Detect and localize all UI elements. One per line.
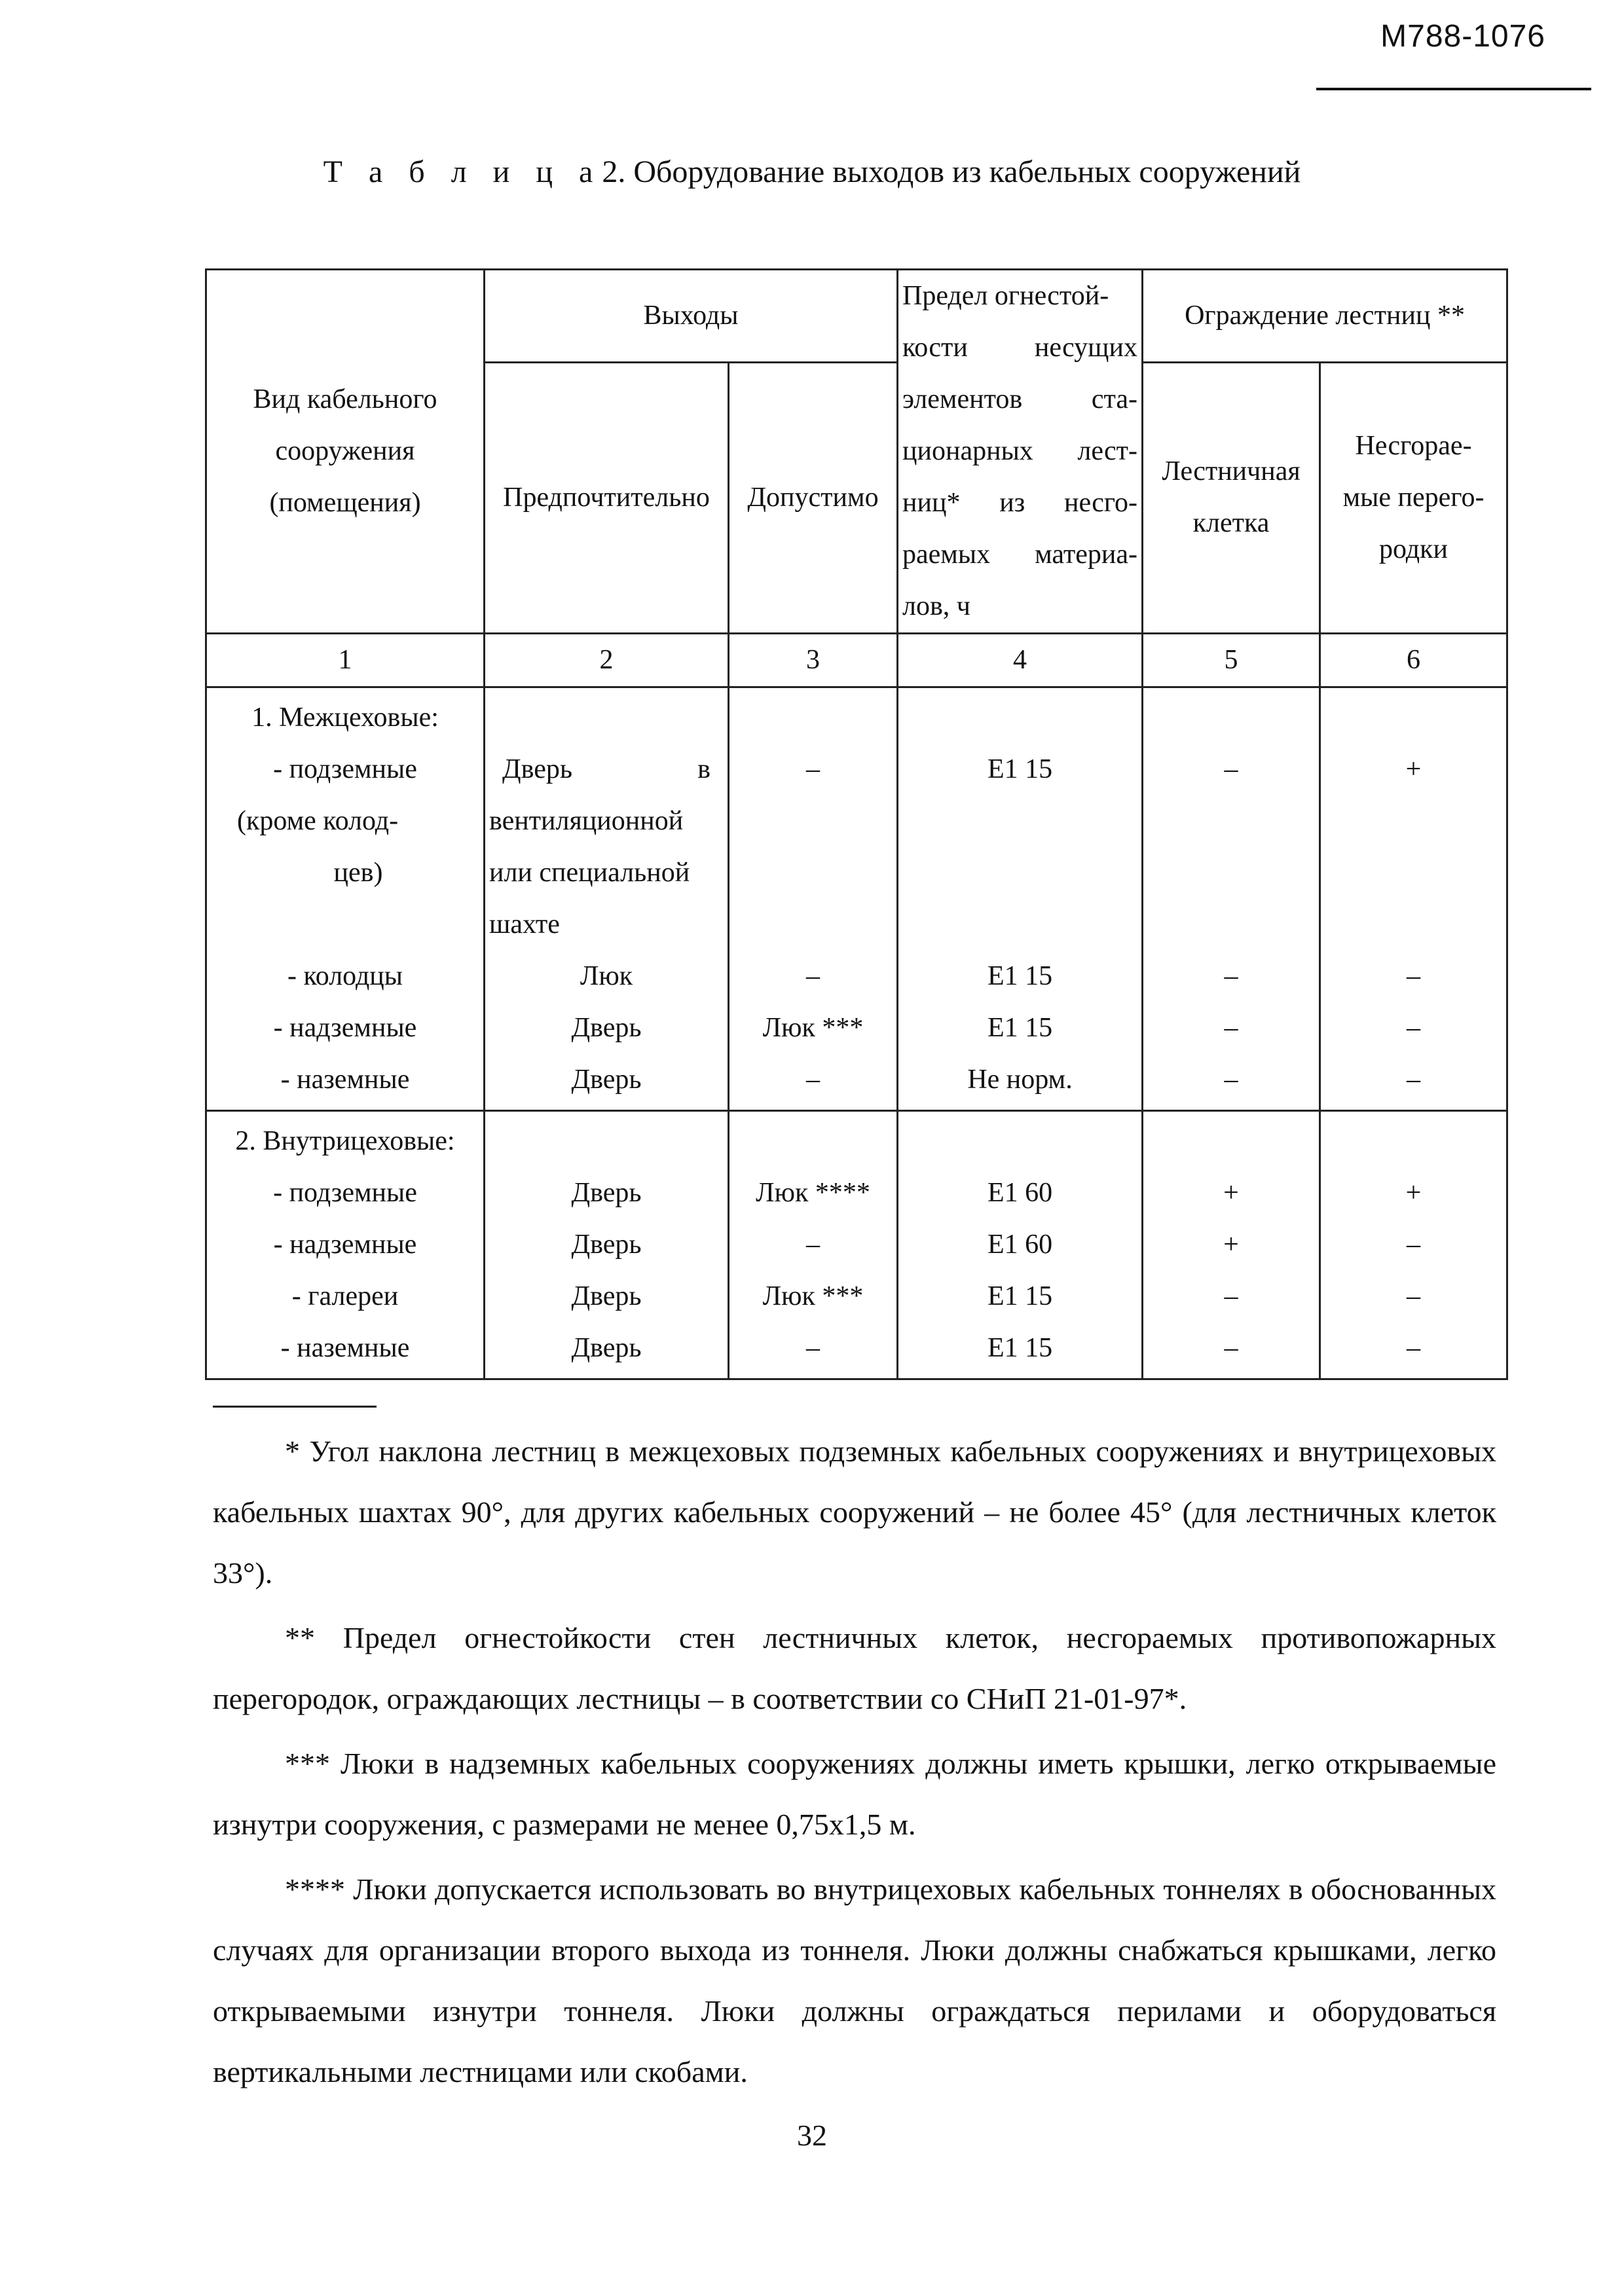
stairwell-cell — [1143, 1111, 1320, 1379]
spacer-line — [211, 899, 479, 951]
preferred-value: Дверь — [571, 1178, 642, 1208]
header-text-line: кости несущих — [902, 333, 1138, 363]
spacer-line — [733, 847, 893, 899]
document-code: М788-1076 — [1380, 19, 1545, 54]
fire-resistance-cell — [898, 687, 1143, 1111]
header-partitions — [1320, 362, 1507, 633]
spacer-line — [1147, 1116, 1315, 1167]
table-title-prefix: Т а б л и ц а — [323, 155, 602, 189]
fire-value: Е1 15 — [987, 1281, 1053, 1311]
header-allowed: Допустимо — [729, 362, 898, 633]
header-exits: Выходы — [485, 270, 898, 363]
spacer-line — [1325, 692, 1502, 744]
row-type: - надземные — [273, 1013, 417, 1043]
table-title-text: Оборудование выходов из кабельных сооружений — [633, 155, 1301, 189]
preferred-value: вентиляционной — [489, 806, 684, 836]
header-text-line: ционарных лест- — [902, 436, 1138, 466]
preferred-cell — [485, 687, 729, 1111]
preferred-value: или специальной — [489, 858, 690, 888]
row-type: - подземные — [273, 754, 417, 784]
preferred-value: Дверь — [571, 1230, 642, 1260]
stairwell-value: – — [1224, 1013, 1238, 1043]
header-stairwell — [1143, 362, 1320, 633]
structure-type-cell — [206, 1111, 485, 1379]
stairwell-value: + — [1223, 1178, 1239, 1208]
fire-resistance-cell — [898, 1111, 1143, 1379]
spacer-line — [1325, 899, 1502, 951]
stairwell-value: – — [1224, 1333, 1238, 1363]
allowed-value: – — [806, 1230, 820, 1260]
row-type-continuation: цев) — [333, 858, 383, 888]
spacer-line — [902, 899, 1137, 951]
group-block-interplant — [206, 687, 1507, 1111]
header-row-1 — [206, 270, 1507, 363]
header-text-line: раемых материа- — [902, 539, 1138, 570]
allowed-cell — [729, 1111, 898, 1379]
partitions-value: – — [1407, 1065, 1421, 1095]
fire-value: Е1 60 — [987, 1178, 1053, 1208]
allowed-value: – — [806, 1333, 820, 1363]
spacer-line — [902, 692, 1137, 744]
stairwell-cell — [1143, 687, 1320, 1111]
header-structure-type — [206, 270, 485, 634]
row-type-continuation — [211, 795, 479, 847]
partitions-cell — [1320, 687, 1507, 1111]
header-fire-resistance — [898, 270, 1143, 634]
group-title: 1. Межцеховые: — [251, 702, 439, 733]
column-number: 2 — [485, 634, 729, 687]
header-text-line — [902, 270, 1137, 322]
stairwell-value: + — [1223, 1230, 1239, 1260]
preferred-value: Дверь — [571, 1333, 642, 1363]
column-number-row — [206, 634, 1507, 687]
table-title — [0, 154, 1624, 190]
header-text-line: клетка — [1192, 508, 1270, 539]
column-number: 5 — [1143, 634, 1320, 687]
allowed-cell — [729, 687, 898, 1111]
spacer-line — [902, 847, 1137, 899]
group-block-inplant — [206, 1111, 1507, 1379]
preferred-cell — [485, 1111, 729, 1379]
preferred-value: Люк — [580, 961, 633, 991]
spacer-line — [902, 1116, 1137, 1167]
spacer-line — [489, 692, 724, 744]
allowed-value: – — [806, 961, 820, 991]
partitions-value: + — [1405, 754, 1422, 784]
preferred-value: шахте — [489, 909, 560, 939]
footnote-4: **** Люки допускается использовать во внутрицеховых кабельных тоннелях в обоснованных случаях для организации второго выхода из тоннеля. Люки должны снабжаться крышками, легко открываемыми изнутри тоннеля. Люки должны ограждаться перилами и оборудоваться вертикальными лестницами или скобами. — [213, 1872, 1496, 2088]
spacer-line — [733, 692, 893, 744]
spacer-line — [489, 1116, 724, 1167]
spacer-line — [1147, 692, 1315, 744]
spacer-line — [1325, 847, 1502, 899]
fire-value: Е1 15 — [987, 1333, 1053, 1363]
fire-value: Е1 15 — [987, 961, 1053, 991]
structure-type-cell — [206, 687, 485, 1111]
column-number: 6 — [1320, 634, 1507, 687]
fire-value: Е1 60 — [987, 1230, 1053, 1260]
header-rule — [1316, 88, 1591, 90]
fire-value: Е1 15 — [987, 754, 1053, 784]
spacer-line — [733, 899, 893, 951]
header-text-line: родки — [1378, 534, 1449, 564]
header-text-line: элементов ста- — [902, 384, 1138, 414]
footnote-separator — [213, 1406, 377, 1408]
table-title-number: 2. — [602, 155, 626, 189]
partitions-value: – — [1407, 1281, 1421, 1311]
spacer-line — [733, 1116, 893, 1167]
fire-value: Е1 15 — [987, 1013, 1053, 1043]
stairwell-value: – — [1224, 754, 1238, 784]
stairwell-value: – — [1224, 961, 1238, 991]
row-type: - наземные — [280, 1333, 410, 1363]
fire-value: Не норм. — [967, 1065, 1073, 1095]
header-text-line: Несгорае- — [1355, 430, 1472, 461]
spacer-line — [1325, 795, 1502, 847]
header-stairs-guard: Ограждение лестниц ** — [1143, 270, 1507, 363]
column-number: 3 — [729, 634, 898, 687]
page-number: 32 — [797, 2119, 827, 2152]
allowed-value: – — [806, 1065, 820, 1095]
row-type: - галереи — [291, 1281, 399, 1311]
header-text-line: Вид кабельного — [253, 384, 437, 414]
header-text-line: Лестничная — [1162, 456, 1301, 487]
allowed-value: Люк *** — [762, 1281, 864, 1311]
row-type: - наземные — [280, 1065, 410, 1095]
column-number: 4 — [898, 634, 1143, 687]
preferred-value: Дверь — [571, 1013, 642, 1043]
header-text-line: (помещения) — [269, 488, 421, 518]
row-type: - колодцы — [287, 961, 403, 991]
stairwell-value: – — [1224, 1065, 1238, 1095]
row-type: - надземные — [273, 1230, 417, 1260]
footnote-1: * Угол наклона лестниц в межцеховых подземных кабельных сооружениях и внутрицеховых кабельных шахтах 90°, для других кабельных сооружений – не более 45° (для лестничных клеток 33°). — [213, 1434, 1496, 1590]
spacer-line — [902, 795, 1137, 847]
spacer-line — [1325, 1116, 1502, 1167]
group-title: 2. Внутрицеховые: — [235, 1126, 455, 1156]
partitions-cell — [1320, 1111, 1507, 1379]
column-number: 1 — [206, 634, 485, 687]
partitions-value: + — [1405, 1178, 1422, 1208]
partitions-value: – — [1407, 1013, 1421, 1043]
preferred-value: Дверь — [571, 1281, 642, 1311]
spacer-line — [1147, 795, 1315, 847]
header-word: Предел огнестой- — [902, 281, 1109, 311]
spacer-line — [1147, 899, 1315, 951]
spacer-line — [733, 795, 893, 847]
footnote-3: *** Люки в надземных кабельных сооружениях должны иметь крышки, легко открываемые изнутри сооружения, с размерами не менее 0,75х1,5 м. — [213, 1747, 1496, 1841]
preferred-value: Дверь в — [502, 754, 710, 784]
allowed-value: Люк **** — [756, 1178, 870, 1208]
header-preferred: Предпочтительно — [485, 362, 729, 633]
partitions-value: – — [1407, 1333, 1421, 1363]
header-text-line: ниц* из несго- — [902, 488, 1138, 518]
preferred-value: Дверь — [571, 1065, 642, 1095]
partitions-value: – — [1407, 1230, 1421, 1260]
row-type-text: (кроме колод- — [237, 806, 399, 836]
stairwell-value: – — [1224, 1281, 1238, 1311]
footnotes — [213, 1421, 1496, 2106]
exits-table — [205, 268, 1508, 1380]
header-text-line: лов, ч — [902, 591, 970, 621]
spacer-line — [1147, 847, 1315, 899]
allowed-value: – — [806, 754, 820, 784]
header-text-line: мые перего- — [1342, 482, 1485, 513]
footnote-2: ** Предел огнестойкости стен лестничных клеток, несгораемых противопожарных перегородок, ограждающих лестницы – в соответствии со СНиП 21-01-97*. — [213, 1621, 1496, 1715]
allowed-value: Люк *** — [762, 1013, 864, 1043]
partitions-value: – — [1407, 961, 1421, 991]
row-type: - подземные — [273, 1178, 417, 1208]
header-text-line: сооружения — [275, 436, 415, 466]
